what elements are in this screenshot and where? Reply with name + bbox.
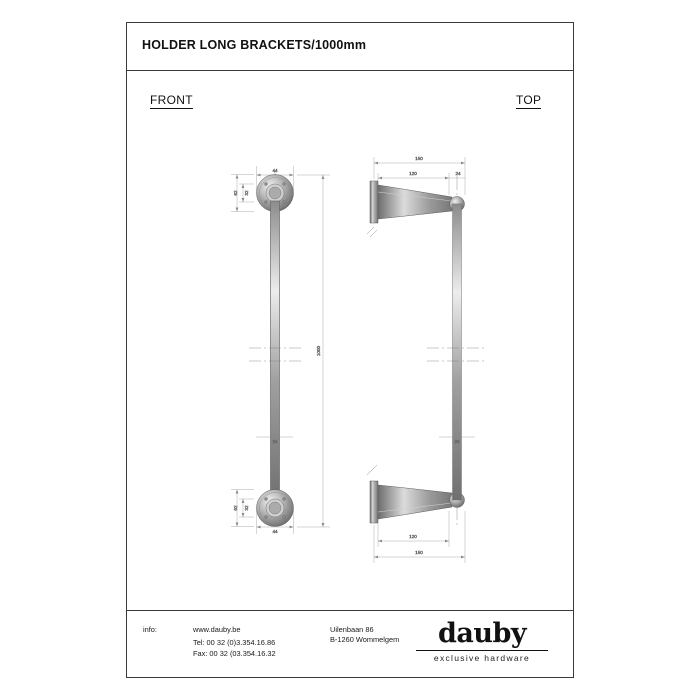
svg-text:120: 120 xyxy=(409,534,417,539)
brand-name: dauby xyxy=(437,618,527,649)
drawing-sheet xyxy=(126,22,574,678)
view-label-top: TOP xyxy=(516,93,542,107)
svg-text:150: 150 xyxy=(415,550,423,555)
svg-text:120: 120 xyxy=(409,171,417,176)
svg-text:150: 150 xyxy=(415,156,423,161)
brand-divider xyxy=(416,650,548,651)
svg-text:44: 44 xyxy=(272,529,278,534)
svg-text:32: 32 xyxy=(244,190,249,196)
title-block xyxy=(127,23,573,71)
drawing-canvas xyxy=(127,71,573,591)
fax-text: Fax: 00 32 (03.354.16.32 xyxy=(193,648,276,658)
svg-text:24: 24 xyxy=(454,439,460,444)
telephone-text: Tel: 00 32 (0)3.354.16.86 xyxy=(193,638,276,647)
view-label-front: FRONT xyxy=(150,93,193,107)
footer-block xyxy=(127,610,573,677)
svg-text:32: 32 xyxy=(244,505,249,511)
address-line-1: Uilenbaan 86 xyxy=(330,625,374,634)
svg-text:44: 44 xyxy=(272,168,278,173)
brand-tagline: exclusive hardware xyxy=(433,653,531,663)
page-title: HOLDER LONG BRACKETS/1000mm xyxy=(142,38,367,52)
address-line-2: B-1260 Wommelgem xyxy=(330,635,400,644)
website-link[interactable]: www.dauby.be xyxy=(193,625,241,634)
brand-logo xyxy=(412,619,552,663)
svg-text:1000: 1000 xyxy=(316,345,321,357)
info-label: info: xyxy=(143,625,157,634)
technical-drawing xyxy=(127,71,573,591)
svg-text:62: 62 xyxy=(233,190,238,196)
svg-text:24: 24 xyxy=(272,439,278,444)
svg-text:62: 62 xyxy=(233,505,238,511)
svg-text:24: 24 xyxy=(455,171,461,176)
